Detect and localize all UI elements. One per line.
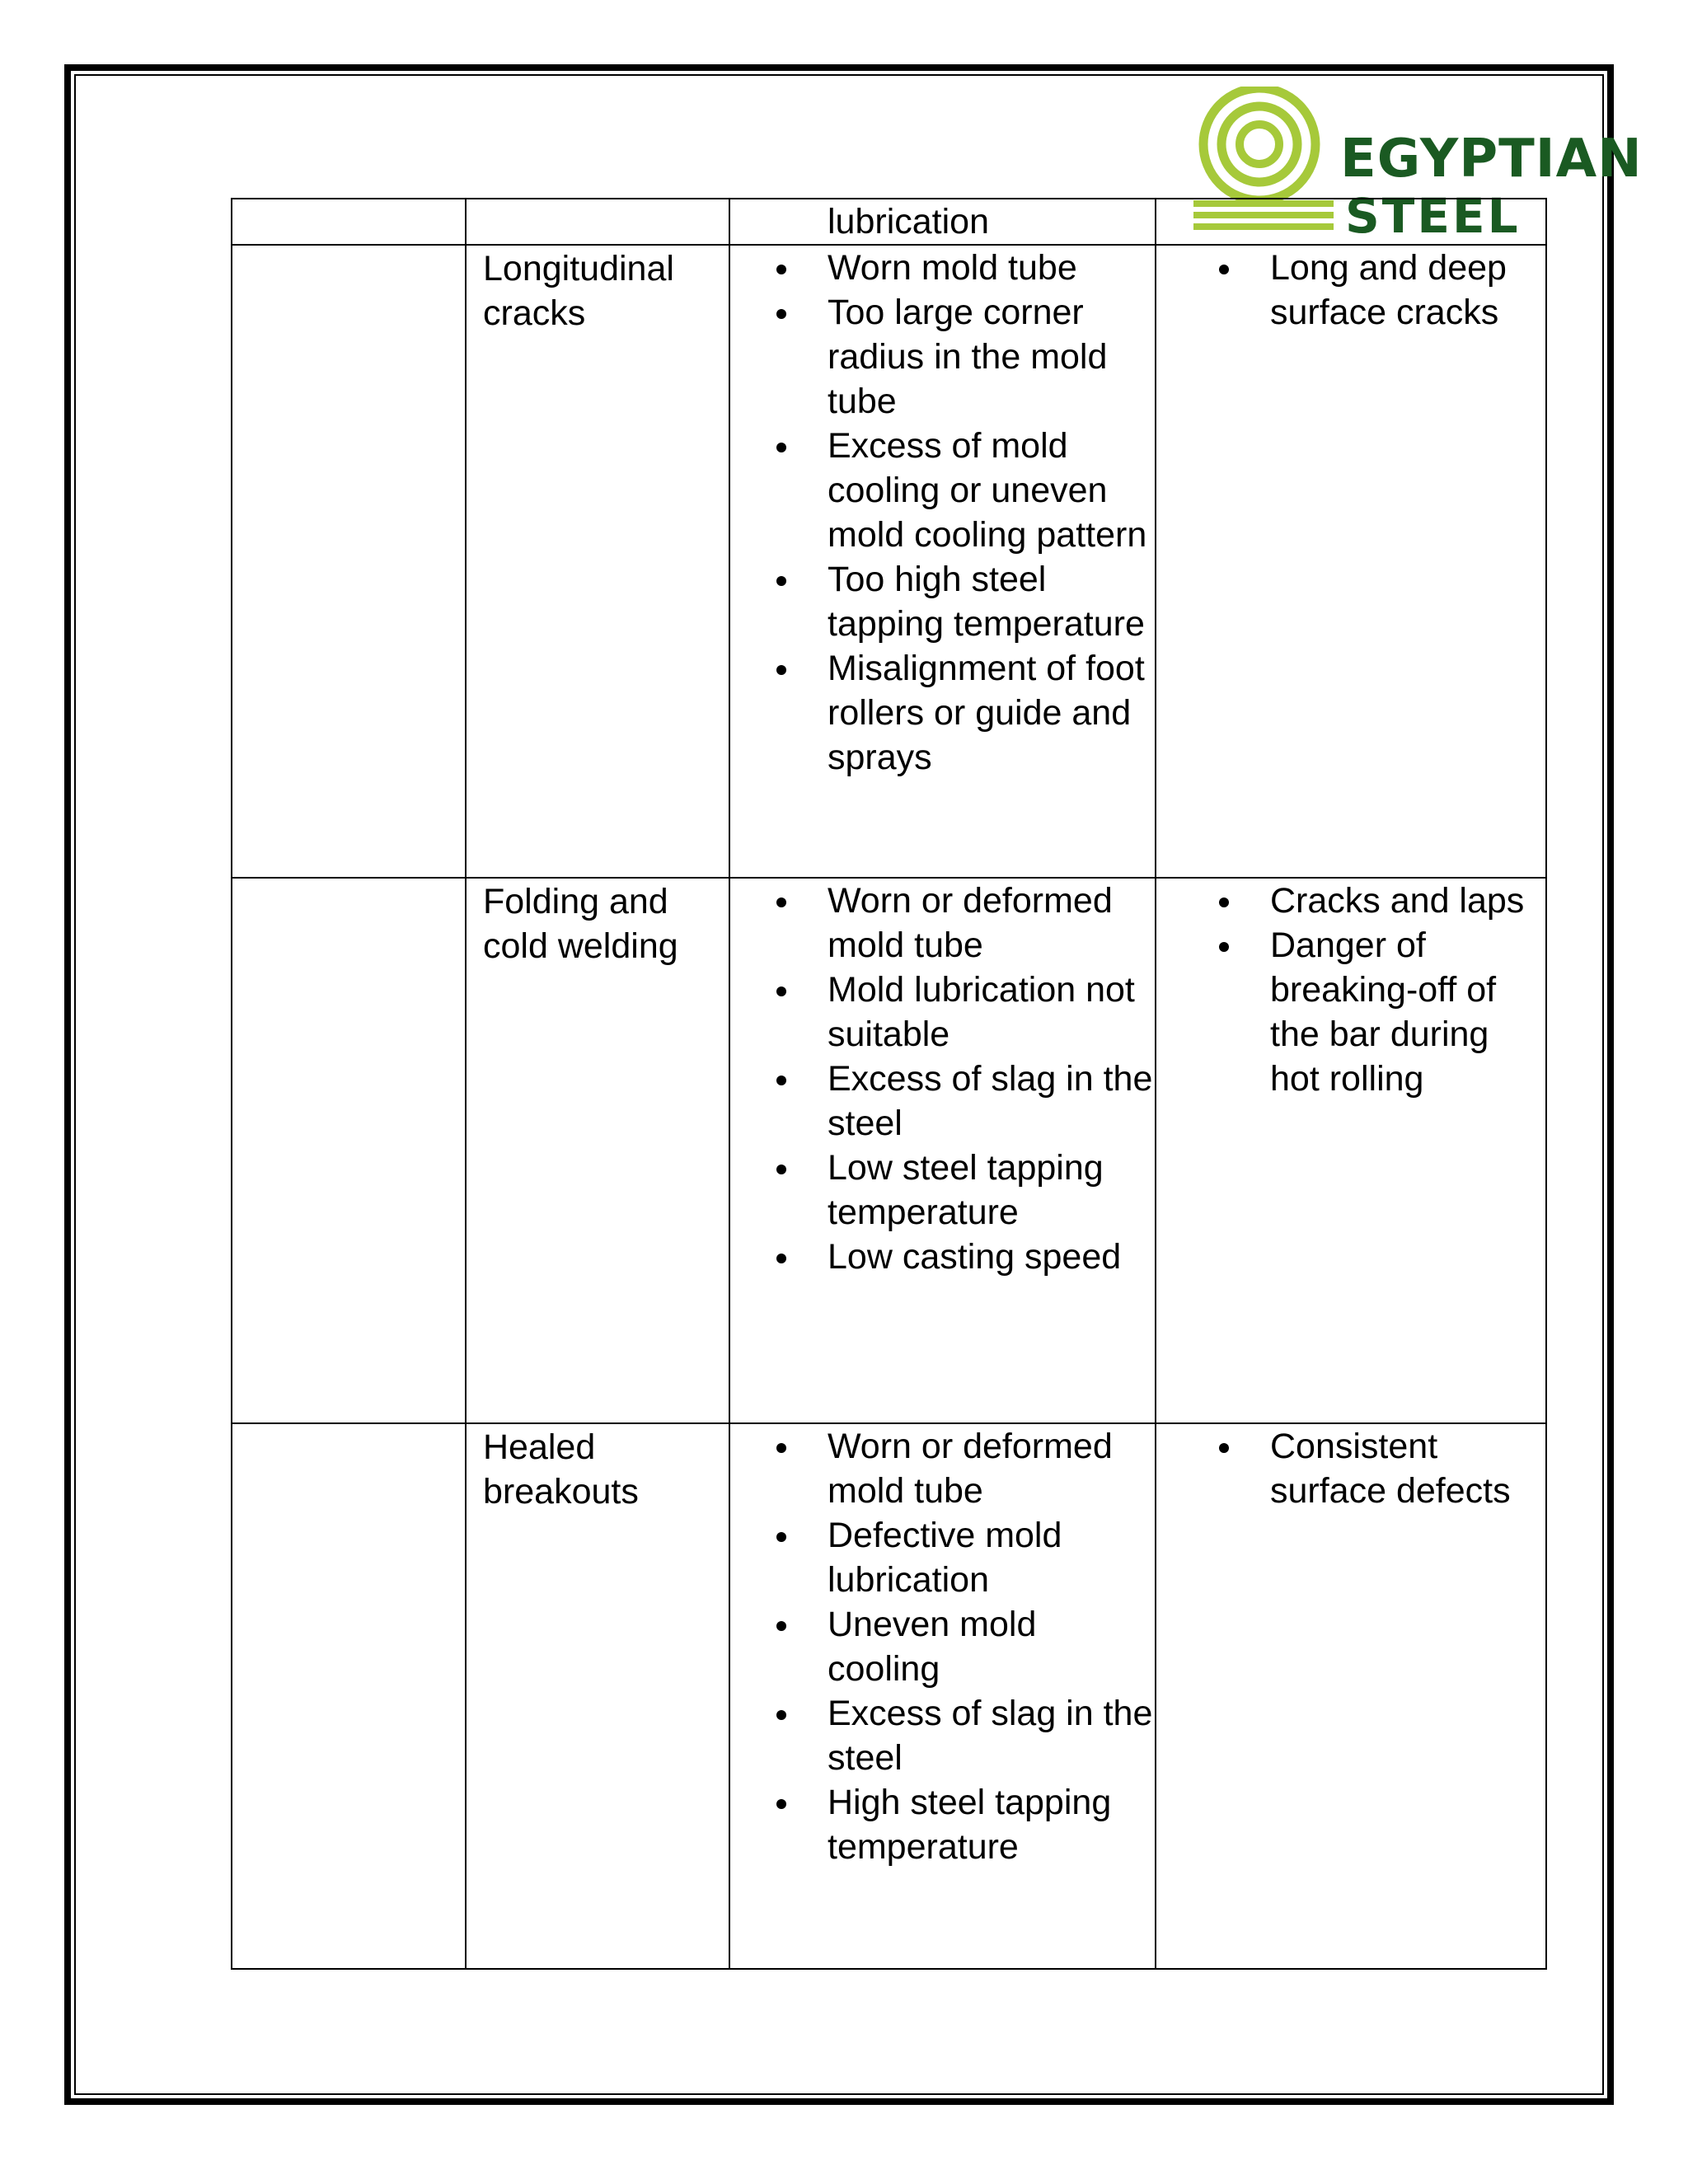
list-item: Danger of breaking-off of the bar during hot rolling (1270, 923, 1545, 1101)
causes-cell (729, 878, 1156, 1423)
table-row (232, 878, 1546, 1423)
effects-list (1156, 879, 1545, 1101)
list-item: Consistent surface defects (1270, 1424, 1545, 1513)
causes-cell (729, 1423, 1156, 1969)
list-item: Defective mold lubrication (828, 1513, 1155, 1602)
defect-name: Folding and cold welding (483, 882, 678, 966)
list-item: Low steel tapping temperature (828, 1146, 1155, 1235)
list-item: Low casting speed (828, 1235, 1155, 1279)
table-cell (232, 199, 466, 245)
table-cell (232, 1423, 466, 1969)
effects-list (1156, 246, 1545, 335)
defect-name: Healed breakouts (483, 1427, 639, 1511)
causes-cell (729, 245, 1156, 878)
logo-text-egyptian: EGYPTIAN (1340, 129, 1643, 190)
table-cell (1156, 199, 1546, 245)
list-item: Too high steel tapping temperature (828, 557, 1155, 646)
effects-cell (1156, 245, 1546, 878)
table-row (232, 245, 1546, 878)
list-item: Excess of slag in the steel (828, 1691, 1155, 1780)
defect-name-cell (466, 1423, 729, 1969)
defect-name-cell (466, 245, 729, 878)
logo-text-steel: STEEL (1345, 188, 1521, 244)
table-cell (466, 199, 729, 245)
effects-list (1156, 1424, 1545, 1513)
causes-list (730, 246, 1155, 780)
list-item: Long and deep surface cracks (1270, 246, 1545, 335)
list-item: Misalignment of foot rollers or guide and sprays (828, 646, 1155, 780)
list-item: High steel tapping temperature (828, 1780, 1155, 1869)
effects-cell (1156, 878, 1546, 1423)
list-item: Uneven mold cooling (828, 1602, 1155, 1691)
list-item: Cracks and laps (1270, 879, 1545, 923)
table-cell (232, 878, 466, 1423)
list-item: Worn or deformed mold tube (828, 879, 1155, 968)
list-item: Worn or deformed mold tube (828, 1424, 1155, 1513)
list-item: Mold lubrication not suitable (828, 968, 1155, 1057)
list-item: Excess of mold cooling or uneven mold cooling pattern (828, 424, 1155, 557)
defect-name: Longitudinal cracks (483, 249, 674, 333)
table-row-continuation (232, 199, 1546, 245)
table-cell (729, 199, 1156, 245)
causes-list (730, 1424, 1155, 1869)
table-cell (232, 245, 466, 878)
effects-cell (1156, 1423, 1546, 1969)
list-item: Too large corner radius in the mold tube (828, 290, 1155, 424)
causes-list (730, 879, 1155, 1279)
defects-table (231, 198, 1547, 1970)
list-item: Excess of slag in the steel (828, 1057, 1155, 1146)
list-item: Worn mold tube (828, 246, 1155, 290)
table-row (232, 1423, 1546, 1969)
defect-name-cell (466, 878, 729, 1423)
cause-continuation-text: lubrication (828, 202, 989, 241)
